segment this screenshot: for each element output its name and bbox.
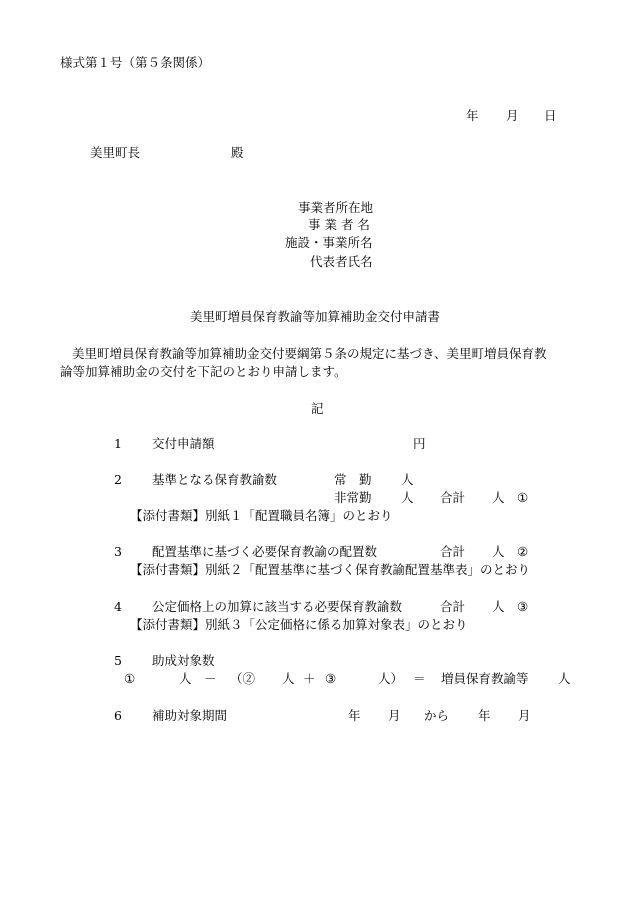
item5-equals: ＝ [413,671,426,686]
item4-marker: ③ [517,599,529,614]
applicant-name-label: 事 業 者 名 [308,217,370,232]
item4-person-unit: 人 [492,599,505,614]
date-year-label: 年 [466,108,479,123]
date-day-label: 日 [544,108,557,123]
item4-number: 4 [114,599,122,614]
honorific: 殿 [231,145,244,160]
applicant-address-label: 事業者所在地 [298,200,374,215]
item6-number: 6 [114,708,122,723]
item5-minus: － [204,671,217,686]
date-month-label: 月 [506,108,519,123]
item5-result-label: 増員保育教諭等 [441,671,529,686]
item4-attachment: 【添付書類】別紙３「公定価格に係る加算対象表」のとおり [130,617,468,632]
body-text-line1: 美里町増員保育教諭等加算補助金交付要綱第５条の規定に基づき、美里町増員保育教 [72,346,547,361]
item3-marker: ② [517,544,529,559]
item2-number: 2 [114,472,122,487]
item1-number: 1 [114,436,122,451]
item2-attachment: 【添付書類】別紙１「配置職員名簿」のとおり [130,508,393,523]
item5-number: 5 [114,653,122,668]
item2-parttime-label: 非常勤 [334,490,372,505]
item4-label: 公定価格上の加算に該当する必要保育教諭数 [152,599,403,614]
item3-person-unit: 人 [492,544,505,559]
item6-start-month: 月 [388,708,401,723]
item5-person-unit2: 人 [282,671,295,686]
item6-from: から [424,708,450,723]
item5-person-unit3: 人） [378,671,404,686]
item2-marker: ① [517,490,529,505]
item2-parttime-person-unit: 人 [401,490,414,505]
item5-open-marker2: （② [230,671,256,686]
representative-name-label: 代表者氏名 [310,254,373,269]
item5-plus: ＋ [303,671,316,686]
item5-label: 助成対象数 [152,653,215,668]
item6-start-year: 年 [348,708,361,723]
ki-heading: 記 [311,401,324,416]
form-number: 様式第１号（第５条関係） [60,55,211,70]
item3-total-label: 合計 [440,544,466,559]
item2-total-label: 合計 [440,490,466,505]
item5-person-unit4: 人 [558,671,571,686]
item5-marker3: ③ [325,671,337,686]
item6-end-year: 年 [478,708,491,723]
item5-person-unit1: 人 [179,671,192,686]
item4-total-label: 合計 [440,599,466,614]
item1-unit: 円 [413,436,426,451]
item3-number: 3 [114,544,122,559]
item5-marker1: ① [124,671,136,686]
body-text-line2: 論等加算補助金の交付を下記のとおり申請します。 [60,364,347,379]
item6-end-month: 月 [518,708,531,723]
item6-label: 補助対象期間 [152,708,228,723]
item2-total-person-unit: 人 [492,490,505,505]
item2-fulltime-person-unit: 人 [401,472,414,487]
document-title: 美里町増員保育教諭等加算補助金交付申請書 [190,309,441,324]
item2-label: 基準となる保育教諭数 [152,472,278,487]
item3-label: 配置基準に基づく必要保育教諭の配置数 [152,544,378,559]
item1-label: 交付申請額 [152,436,215,451]
addressee: 美里町長 [90,145,141,160]
item2-fulltime-label: 常 勤 [334,472,372,487]
facility-name-label: 施設・事業所名 [285,235,373,250]
item3-attachment: 【添付書類】別紙２「配置基準に基づく保育教諭配置基準表」のとおり [130,562,531,577]
